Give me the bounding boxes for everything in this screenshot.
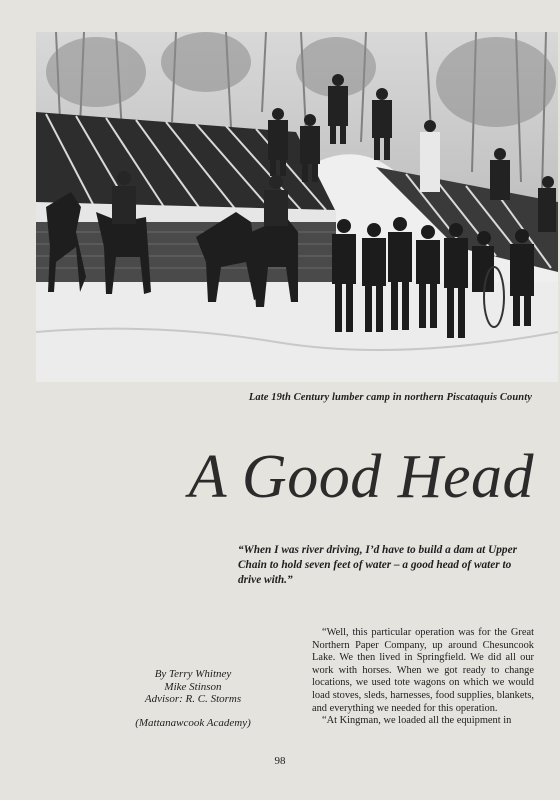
lumber-camp-photo [36,32,558,382]
article-title: A Good Head [188,443,534,511]
body-paragraph-1: “Well, this particular operation was for the Great Northern Paper Company, up around Chesuncook Lake. We then lived in Springfield. We did all our work with horses. When we got ready to change locations, we used tote wagons on which we would load stoves, sleds, harnesses, food supplies, blankets, and everything we needed for this operation. [312,627,534,714]
body-paragraph-2: “At Kingman, we loaded all the equipment in [322,715,512,727]
byline-author-2: Mike Stinson [164,680,222,693]
byline-author-1: By Terry Whitney [154,668,232,680]
pull-quote: “When I was river driving, I’d have to build a dam at Upper Chain to hold seven feet of water – a good head of water to drive with.” [238,544,517,586]
byline [128,668,258,729]
photo-caption: Late 19th Century lumber camp in northern Piscataquis County [248,392,532,403]
byline-school: (Mattanawcook Academy) [135,716,251,729]
page-number: 98 [274,755,286,767]
article-body [312,627,534,728]
byline-advisor: Advisor: R. C. Storms [144,693,242,705]
